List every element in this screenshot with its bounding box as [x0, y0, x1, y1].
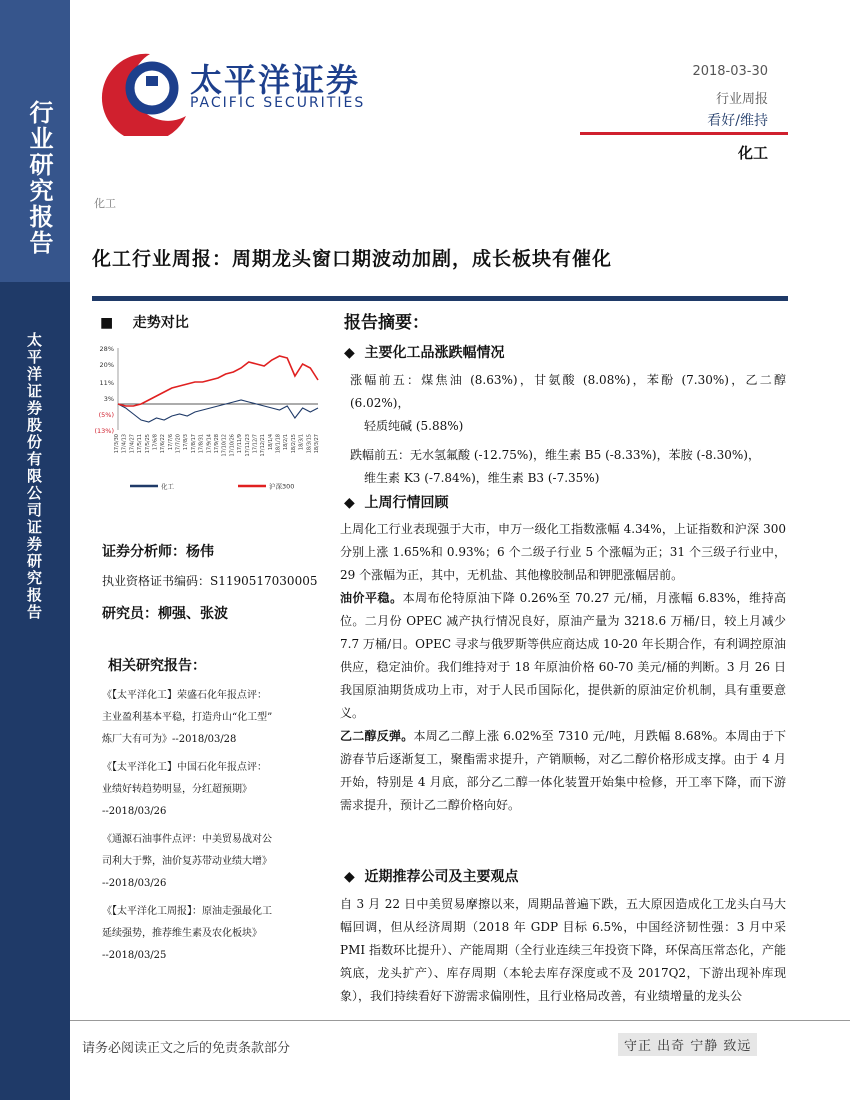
- certificate-code: 执业资格证书编码：S1190517030005: [102, 574, 318, 588]
- chart-x-tick-label: 18/2/15: [290, 434, 297, 454]
- sidebar-report-category: 行业研究报告: [25, 100, 54, 256]
- report-type: 行业周报: [715, 92, 768, 107]
- chart-x-tick-label: 17/4/27: [129, 434, 136, 454]
- title-rule: [92, 296, 788, 301]
- chart-x-tick-label: 18/3/15: [306, 434, 313, 454]
- top-gainers-line-1: 涨幅前五：煤焦油 (8.63%)，甘氨酸 (8.08%)，苯酚 (7.30%)，乙二醇 (6.02%)，: [350, 373, 786, 410]
- chart-y-tick-label: 11%: [99, 379, 114, 387]
- oil-paragraph: [340, 587, 786, 725]
- chart-x-tick-label: 17/5/25: [144, 434, 151, 454]
- trend-title: 走势对比: [132, 315, 189, 331]
- related-reports-list: [102, 685, 322, 973]
- logo-blue-block: [146, 76, 158, 86]
- recommendations-paragraph: 自 3 月 22 日中美贸易摩擦以来，周期品普遍下跌，五大原因造成化工龙头白马大幅回调，但从经济周期（2018 年 GDP 目标 6.5%，中国经济韧性强：3 月中采 PMI 指数环比提升）、产能周期（全行业连续三年投资下降，环保高压常态化，产能筑底，龙头扩产）、库存周期（本轮去库存深度或不及 2017Q2，下游出现补库现象），我们持续看好下游需求偏刚性，且行业格局改善，有业绩增量的龙头公: [340, 897, 786, 1003]
- logo-name-en: PACIFIC SECURITIES: [190, 95, 366, 111]
- section-heading-price-changes: ◆ 主要化工品涨跌幅情况: [344, 345, 505, 361]
- diamond-bullet-icon: ◆: [344, 869, 355, 885]
- report-date: 2018-03-30: [692, 64, 768, 79]
- chart-x-tick-label: 17/6/22: [160, 434, 167, 454]
- chart-series-line: [118, 400, 318, 422]
- chart-x-tick-label: 17/9/28: [214, 434, 220, 454]
- chart-y-tick-label: 28%: [99, 345, 114, 353]
- trend-comparison-chart: [88, 338, 328, 498]
- ethylene-glycol-paragraph: [340, 725, 786, 817]
- related-report-item[interactable]: 《通源石油事件点评：中美贸易战对公 司利大于弊，油价复苏带动业绩大增》 --2018/03/26: [102, 834, 272, 889]
- analyst-name: 证券分析师：杨伟: [102, 544, 214, 560]
- chart-x-tick-label: 17/3/30: [114, 434, 120, 454]
- related-report-item[interactable]: 《【太平洋化工周报】：原油走强最化工 延续强势，推荐维生素及农化板块》 --2018/03/25: [102, 906, 272, 961]
- chart-x-tick-label: 17/8/31: [198, 434, 205, 454]
- logo-name-cn: 太平洋证券: [190, 61, 361, 99]
- summary-heading: 报告摘要：: [344, 313, 429, 333]
- chart-x-tick-label: 18/3/1: [298, 434, 305, 451]
- trend-heading: [100, 312, 189, 332]
- section-heading-market-review: ◆ 上周行情回顾: [344, 495, 449, 511]
- market-review-block: [340, 518, 786, 817]
- oil-text: 本周布伦特原油下降 0.26%至 70.27 元/桶，月涨幅 6.83%，维持高位。二月份 OPEC 减产执行情况良好，原油产量为 3218.6 万桶/日，较上月减少 7.7 万桶/日。OPEC 寻求与俄罗斯等供应商达成 10-20 年长期合作，有利调控原油供应，稳定油价。我们维持对于 18 年原油价格 60-70 美元/桶的判断。3 月 26 日我国原油期货成功上市，对于人民币国际化，提供新的原油定价机制，具有重要意义。: [340, 591, 786, 720]
- eg-text: 本周乙二醇上涨 6.02%至 7310 元/吨，月跌幅 8.68%。本周由于下游春节后逐渐复工，聚酯需求提升，产销顺畅，对乙二醇价格形成支撑。由于 4 月开始，特别是 4 月底，部分乙二醇一体化装置开始集中检修，开工率下降，而下游需求提升，预计乙二醇价格向好。: [340, 729, 786, 812]
- eg-lead: 乙二醇反弹。: [340, 729, 414, 743]
- header-red-rule: [580, 132, 788, 135]
- sector-label: 化工: [737, 144, 768, 162]
- chart-x-tick-label: 18/3/27: [314, 434, 320, 454]
- sidebar-company-label: 太平洋证券股份有限公司证券研究报告: [25, 332, 43, 621]
- chart-x-tick-label: 17/11/9: [237, 434, 244, 454]
- chart-y-tick-label: (5%): [98, 411, 114, 419]
- top-gainers-line-2: 轻质纯碱 (5.88%): [364, 419, 464, 433]
- chart-x-tick-label: 17/6/8: [152, 434, 159, 451]
- chart-legend-label: 化工: [161, 482, 174, 491]
- chart-x-tick-label: 17/11/23: [244, 434, 251, 457]
- market-review-paragraph: 上周化工行业表现强于大市，申万一级化工指数涨幅 4.34%，上证指数和沪深 300 分别上涨 1.65%和 0.93%；6 个二级子行业 5 个涨幅为正；31 个三级子行业中，29 个涨幅为正，其中，无机盐、其他橡胶制品和钾肥涨幅居前。: [340, 522, 786, 582]
- chart-legend-label: 沪深300: [269, 482, 295, 491]
- chart-x-tick-label: 17/4/13: [121, 434, 128, 454]
- sector-breadcrumb: 化工: [94, 197, 116, 210]
- chart-x-tick-label: 18/2/1: [283, 434, 290, 451]
- chart-series-line: [118, 356, 318, 406]
- chart-x-tick-label: 17/10/26: [229, 434, 236, 457]
- chart-x-tick-label: 17/9/14: [206, 434, 213, 454]
- chart-x-tick-label: 17/10/12: [221, 434, 228, 457]
- rating-label: 看好/维持: [707, 113, 768, 129]
- diamond-bullet-icon: ◆: [344, 495, 355, 511]
- chart-x-tick-label: 17/5/11: [137, 434, 144, 454]
- chart-y-tick-label: 20%: [99, 361, 114, 369]
- top-losers-line-2: 维生素 K3 (-7.84%)，维生素 B3 (-7.35%): [364, 471, 600, 485]
- chart-y-tick-label: (13%): [94, 427, 114, 435]
- chart-y-tick-label: 3%: [103, 395, 114, 403]
- square-bullet-icon: ■: [100, 315, 114, 331]
- price-changes-block: [340, 369, 786, 490]
- chart-x-tick-label: 17/8/17: [190, 434, 197, 454]
- chart-x-tick-label: 18/1/18: [275, 434, 282, 454]
- related-report-item[interactable]: 《【太平洋化工】荣盛石化年报点评： 主业盈利基本平稳，打造舟山“化工型” 炼厂大有可为》--2018/03/28: [102, 690, 273, 745]
- chart-x-tick-label: 18/1/4: [267, 434, 274, 451]
- diamond-bullet-icon: ◆: [344, 345, 355, 361]
- related-report-item[interactable]: 《【太平洋化工】中国石化年报点评： 业绩好转趋势明显，分红超预期》 --2018/03/26: [102, 762, 267, 817]
- footer-rule: [70, 1020, 850, 1021]
- chart-x-tick-label: 17/7/20: [175, 434, 182, 454]
- company-motto: 守正 出奇 宁静 致远: [618, 1033, 757, 1056]
- chart-x-tick-label: 17/8/3: [183, 434, 190, 451]
- top-losers-line-1: 跌幅前五：无水氢氟酸 (-12.75%)，维生素 B5 (-8.33%)，苯胺 (-8.30%)，: [350, 448, 760, 462]
- section-heading-recommendations: ◆ 近期推荐公司及主要观点: [344, 869, 519, 885]
- chart-x-tick-label: 17/7/6: [167, 434, 174, 451]
- researcher-names: 研究员：柳强、张波: [102, 606, 228, 622]
- recommendations-block: [340, 893, 786, 1008]
- disclaimer-note[interactable]: 请务必阅读正文之后的免责条款部分: [82, 1041, 291, 1056]
- logo-blue-ring: [130, 66, 174, 110]
- report-title: 化工行业周报：周期龙头窗口期波动加剧，成长板块有催化: [92, 248, 613, 270]
- oil-lead: 油价平稳。: [340, 591, 403, 605]
- chart-x-tick-label: 17/12/7: [252, 434, 259, 454]
- related-reports-heading: 相关研究报告：: [108, 658, 206, 674]
- chart-x-tick-label: 17/12/21: [260, 434, 267, 457]
